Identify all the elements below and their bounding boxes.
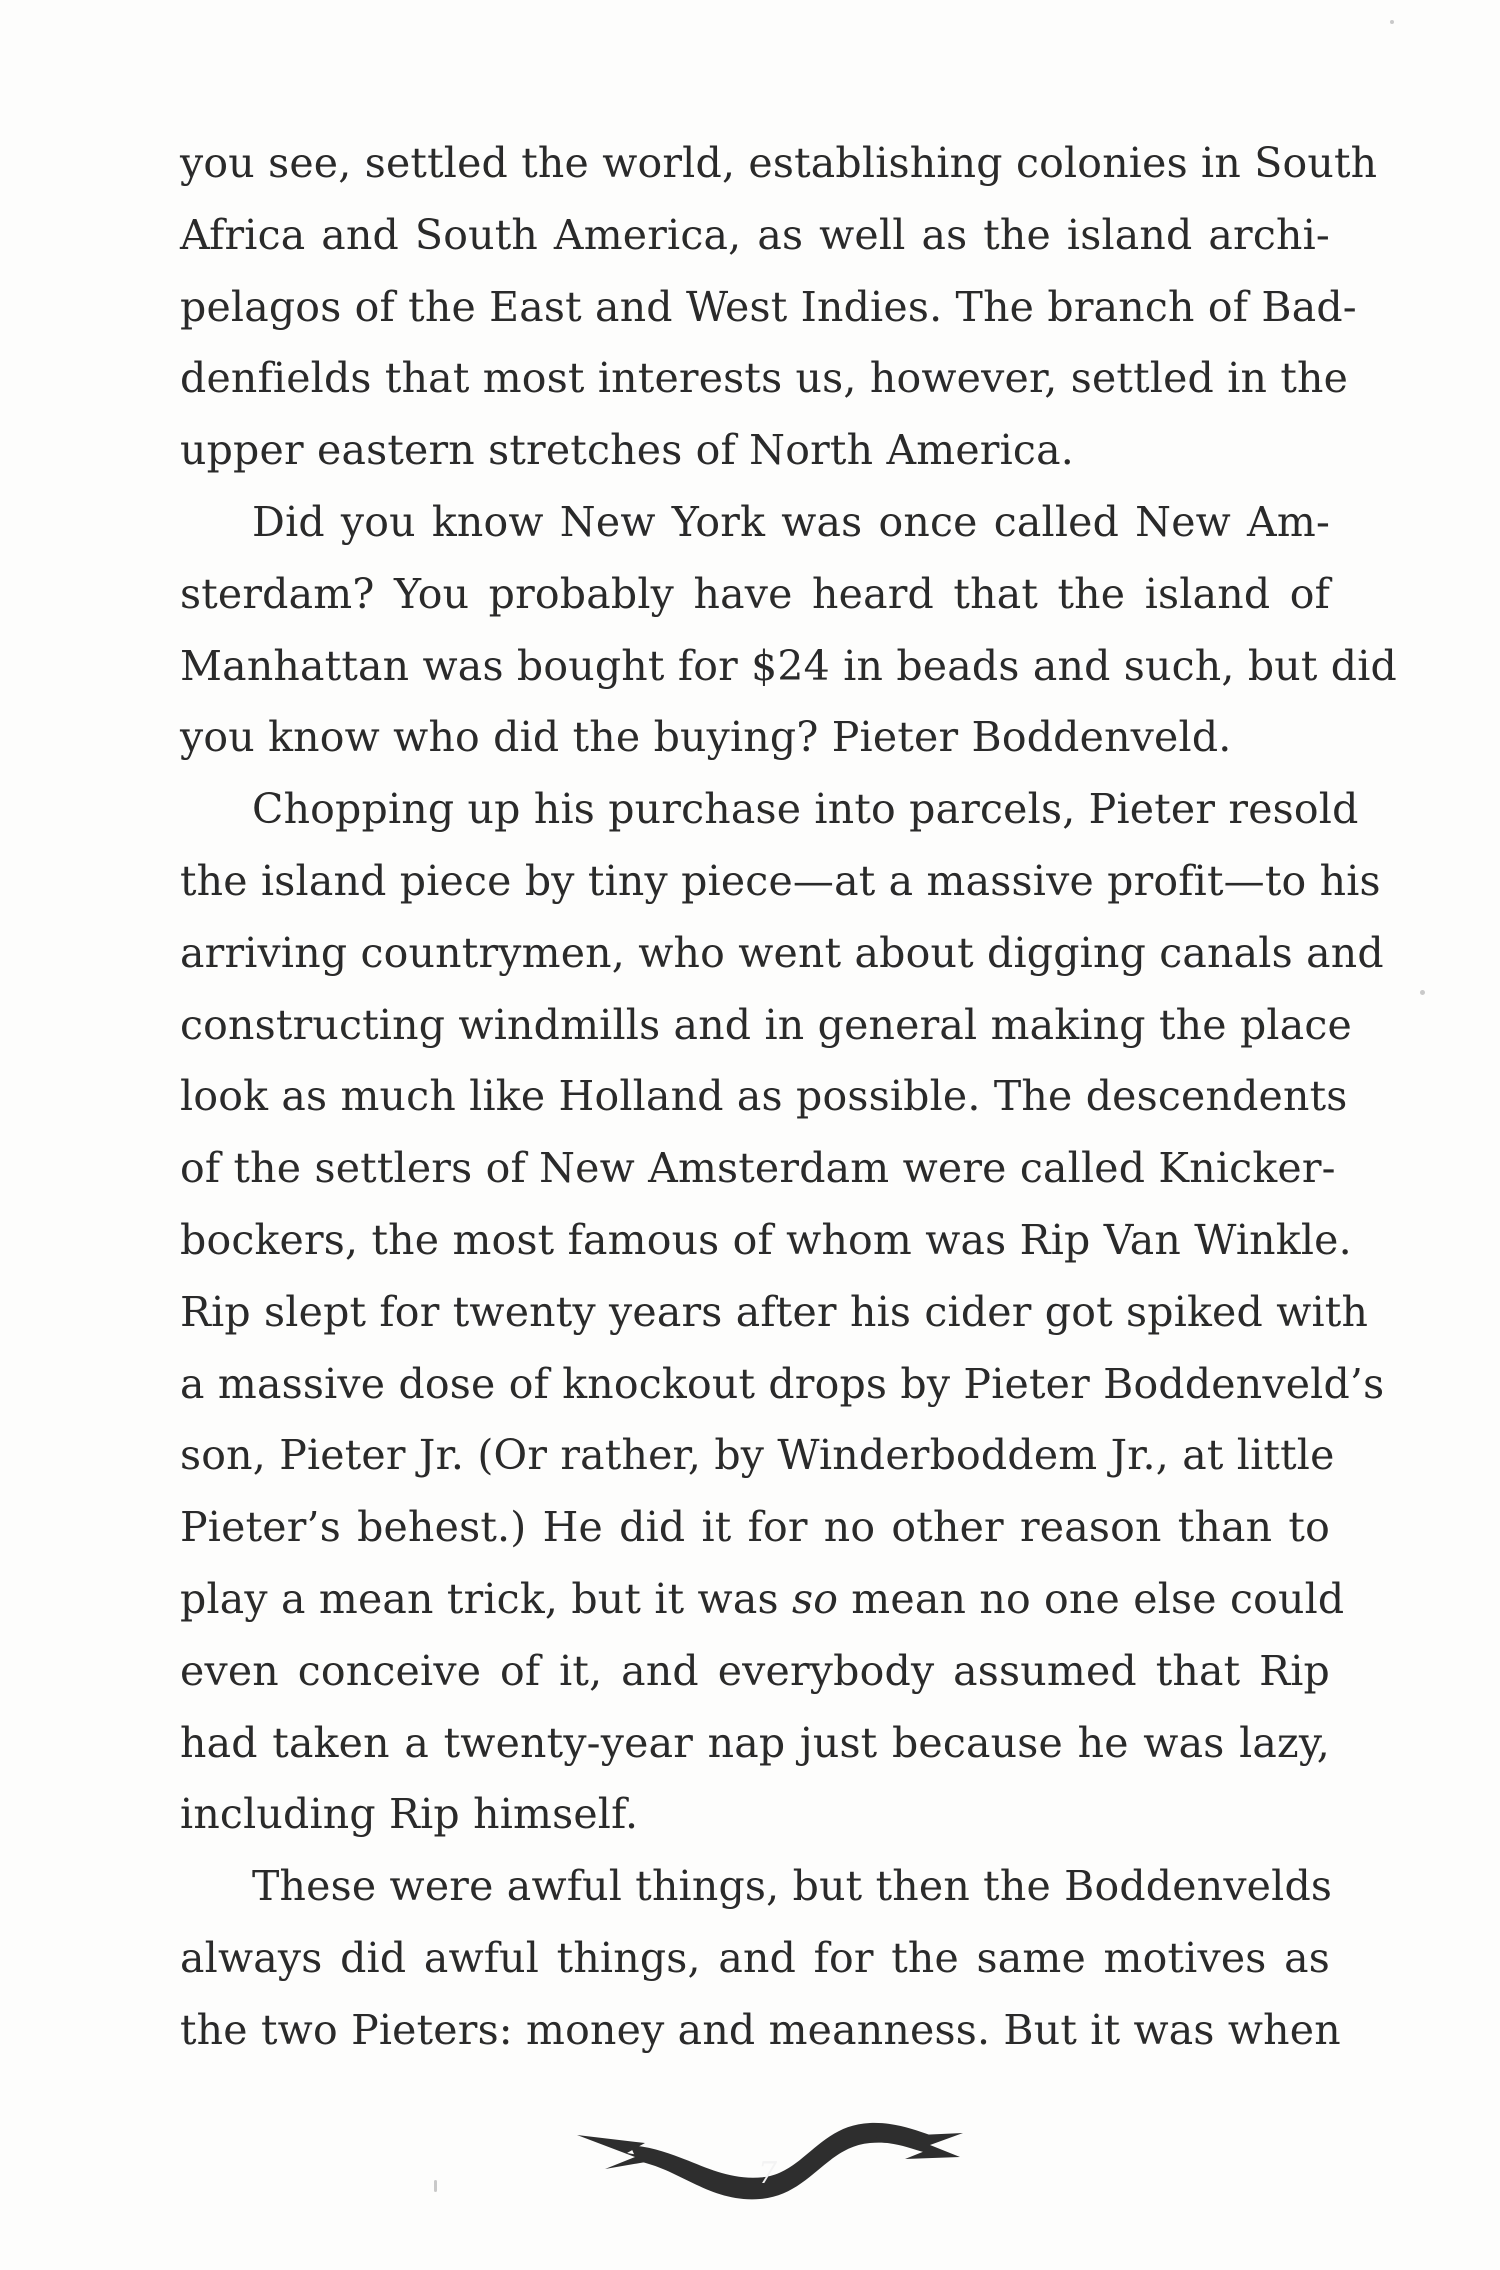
text-line: you know who did the buying? Pieter Boddenveld. [180, 713, 1232, 762]
paper-speck [1390, 20, 1394, 24]
paragraph [180, 774, 1385, 1851]
text-line: Rip slept for twenty years after his cider got spiked with [180, 1287, 1369, 1336]
text-line: son, Pieter Jr. (Or rather, by Winderboddem Jr., at little [180, 1431, 1335, 1480]
text-line: sterdam? You probably have heard that the island of [180, 569, 1330, 618]
text-line: Pieter’s behest.) He did it for no other reason than to [180, 1503, 1330, 1552]
text-line: the two Pieters: money and meanness. But it was when [180, 2005, 1341, 2054]
text-line: Did you know New York was once called New Am- [252, 497, 1330, 546]
text-line: Chopping up his purchase into parcels, Pieter resold [252, 785, 1359, 834]
text-line: including Rip himself. [180, 1790, 639, 1839]
paper-speck [434, 2180, 437, 2192]
body-text [180, 128, 1397, 2067]
text-line: play a mean trick, but it was so mean no one else could [180, 1574, 1345, 1623]
text-line: constructing windmills and in general making the place [180, 1000, 1352, 1049]
text-line: pelagos of the East and West Indies. The branch of Bad- [180, 282, 1357, 331]
text-line: bockers, the most famous of whom was Rip Van Winkle. [180, 1215, 1352, 1264]
paper-speck [1420, 990, 1425, 995]
text-line: arriving countrymen, who went about digging canals and [180, 928, 1384, 977]
paragraph [180, 1851, 1341, 2066]
text-line: look as much like Holland as possible. The descendents [180, 1072, 1348, 1121]
text-line: a massive dose of knockout drops by Pieter Boddenveld’s [180, 1359, 1385, 1408]
text-line: Manhattan was bought for $24 in beads and such, but did [180, 641, 1397, 690]
text-line: you see, settled the world, establishing colonies in South [180, 139, 1378, 187]
text-line: These were awful things, but then the Boddenvelds [252, 1862, 1333, 1911]
text-line: always did awful things, and for the same motives as [180, 1933, 1330, 1982]
text-line: Africa and South America, as well as the island archi- [180, 210, 1330, 259]
paragraph [180, 128, 1378, 487]
text-line: upper eastern stretches of North America. [180, 426, 1074, 475]
paragraph [180, 487, 1397, 774]
text-line: the island piece by tiny piece—at a massive profit—to his [180, 856, 1381, 905]
text-line: denfields that most interests us, however, settled in the [180, 354, 1349, 403]
text-line: of the settlers of New Amsterdam were called Knicker- [180, 1144, 1336, 1193]
text-line: even conceive of it, and everybody assumed that Rip [180, 1646, 1330, 1695]
banner-ribbon-icon [575, 2095, 965, 2205]
text-line: had taken a twenty-year nap just because he was lazy, [180, 1718, 1330, 1767]
page-number: 7 [758, 2156, 778, 2191]
